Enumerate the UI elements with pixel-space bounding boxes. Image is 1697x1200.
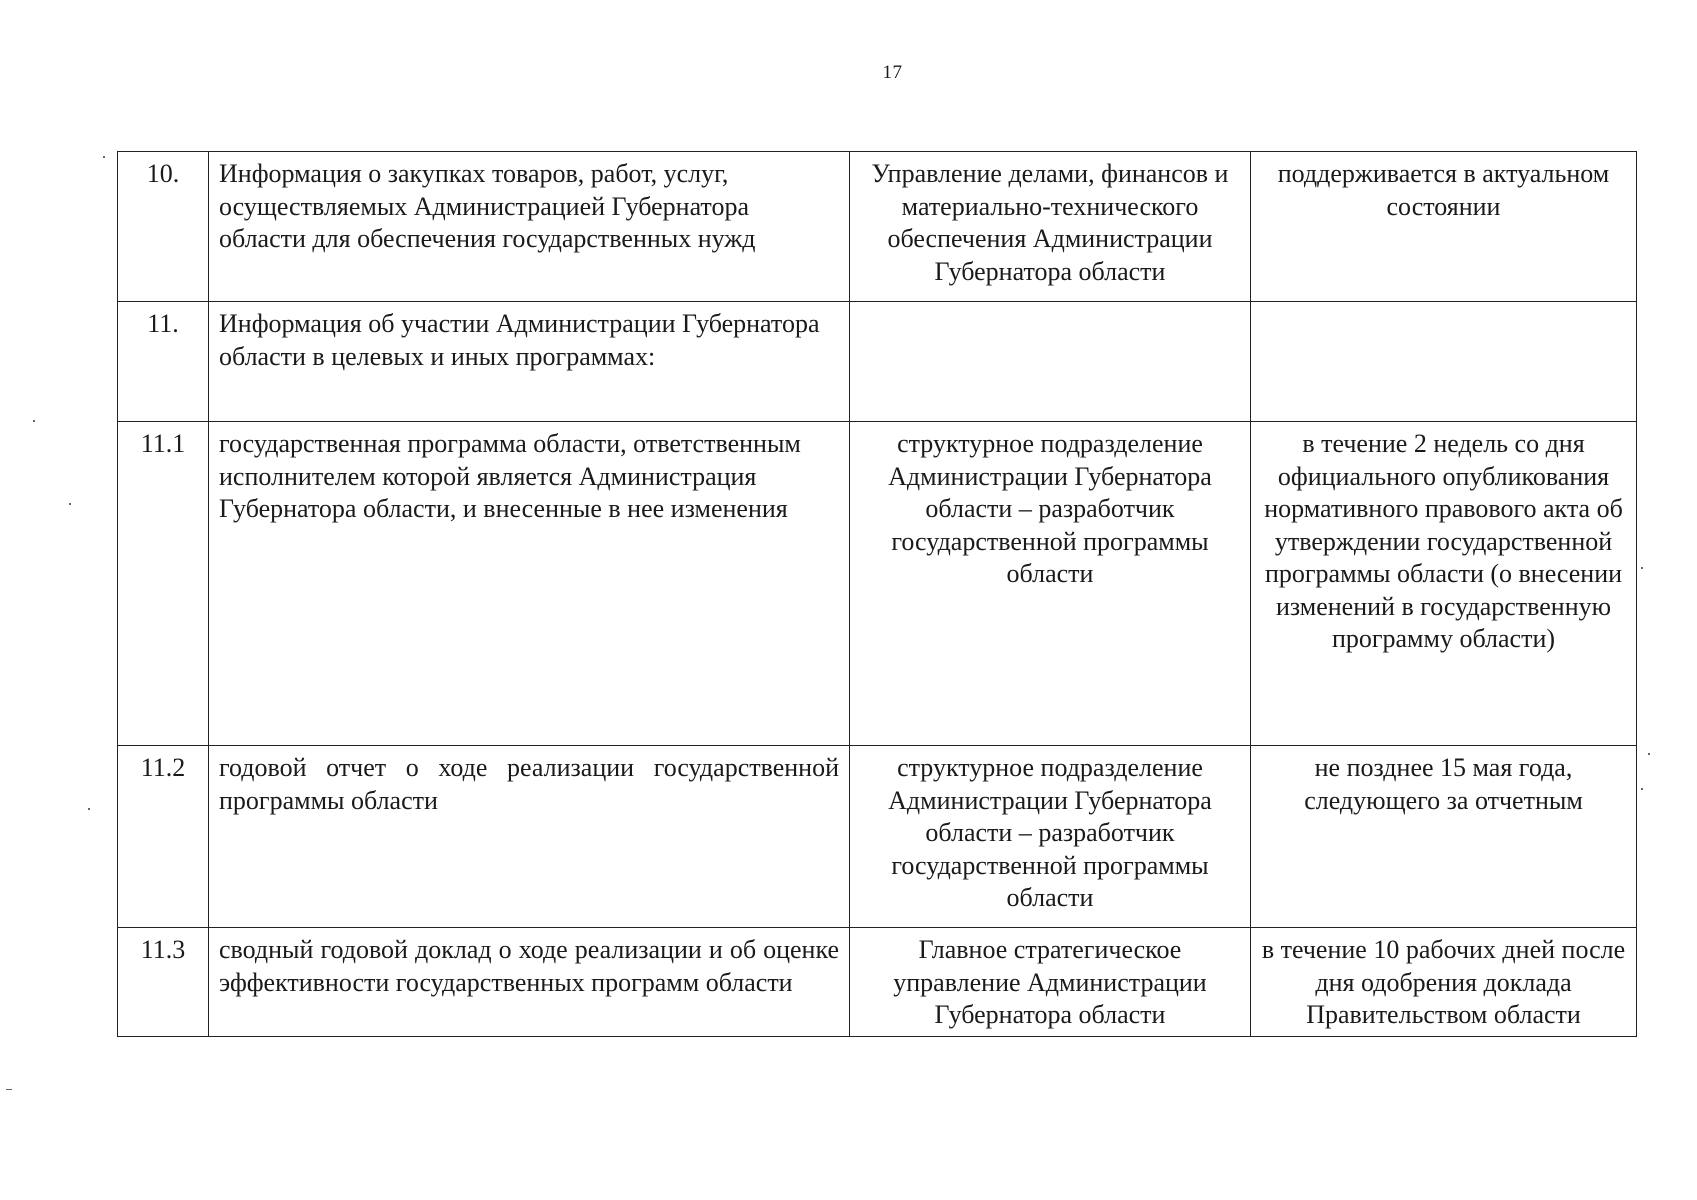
scan-speck [103, 156, 105, 158]
row-deadline: в течение 2 недель со дня официального опубликования нормативного правового акта об утверждении государственной программы области (о внесении изменений в государственную программу области) [1251, 422, 1637, 746]
table-row [118, 152, 1637, 302]
scan-speck [88, 808, 90, 810]
row-responsible: структурное подразделение Администрации Губернатора области – разработчик государственной программы области [850, 746, 1251, 928]
row-deadline: поддерживается в актуальном состоянии [1251, 152, 1637, 302]
row-responsible: Главное стратегическое управление Администрации Губернатора области [850, 928, 1251, 1037]
page-number: 17 [882, 62, 903, 83]
row-description: годовой отчет о ходе реализации государственной программы области [209, 746, 850, 928]
row-number: 11. [118, 302, 209, 422]
scan-speck [33, 420, 35, 422]
table-row [118, 928, 1637, 1037]
row-description: Информация о закупках товаров, работ, услуг, осуществляемых Администрацией Губернатора области для обеспечения государственных нужд [209, 152, 850, 302]
row-description: Информация об участии Администрации Губернатора области в целевых и иных программах: [209, 302, 850, 422]
row-number: 11.2 [118, 746, 209, 928]
table-row [118, 746, 1637, 928]
scan-speck [1648, 753, 1650, 755]
scan-speck [69, 503, 71, 505]
document-table [117, 151, 1637, 1037]
row-number: 11.3 [118, 928, 209, 1037]
row-responsible: структурное подразделение Администрации Губернатора области – разработчик государственной программы области [850, 422, 1251, 746]
row-number: 11.1 [118, 422, 209, 746]
row-responsible [850, 302, 1251, 422]
row-deadline: в течение 10 рабочих дней после дня одобрения доклада Правительством области [1251, 928, 1637, 1037]
scan-speck [1641, 567, 1643, 569]
table-row [118, 302, 1637, 422]
row-description: государственная программа области, ответственным исполнителем которой является Администрация Губернатора области, и внесенные в нее изменения [209, 422, 850, 746]
table-row [118, 422, 1637, 746]
row-responsible: Управление делами, финансов и материально-технического обеспечения Администрации Губернатора области [850, 152, 1251, 302]
scan-speck [1641, 788, 1643, 790]
scan-speck [6, 1089, 12, 1090]
row-description: сводный годовой доклад о ходе реализации и об оценке эффективности государственных программ области [209, 928, 850, 1037]
row-deadline [1251, 302, 1637, 422]
row-deadline: не позднее 15 мая года, следующего за отчетным [1251, 746, 1637, 928]
row-number: 10. [118, 152, 209, 302]
